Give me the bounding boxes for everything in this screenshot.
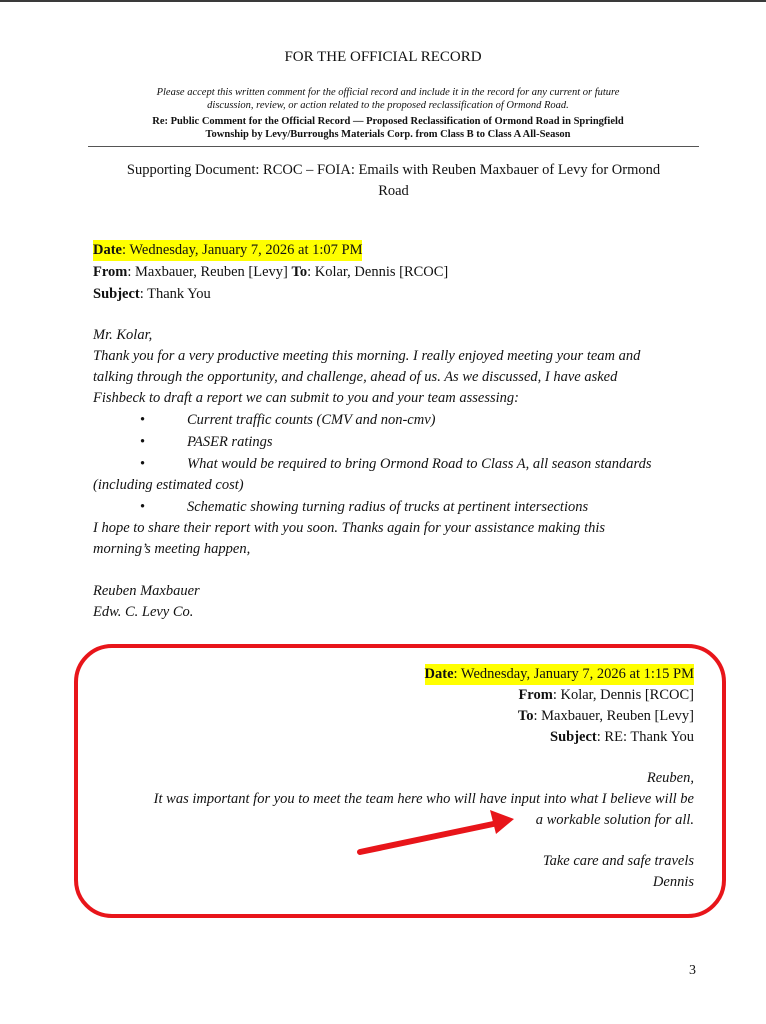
email2-body-line-1: It was important for you to meet the team here who will have input into what I believe will be — [153, 791, 694, 807]
email1-subject-value: : Thank You — [139, 286, 211, 302]
email1-from-value: : Maxbauer, Reuben [Levy] — [127, 264, 292, 280]
email1-signature-name: Reuben Maxbauer — [93, 583, 200, 599]
email2-greeting: Reuben, — [646, 770, 694, 786]
bullet-dot: • — [140, 499, 146, 515]
bullet-dot: • — [140, 434, 146, 450]
bullet-item-2: PASER ratings — [187, 434, 273, 450]
document-title: FOR THE OFFICIAL RECORD — [284, 49, 482, 65]
email1-para-line-3: Fishbeck to draft a report we can submit to you and your team assessing: — [93, 390, 519, 406]
bullet-item-3: What would be required to bring Ormond Road to Class A, all season standards — [187, 456, 652, 472]
email1-to-value: : Kolar, Dennis [RCOC] — [307, 264, 449, 280]
email1-closing-line-2: morning’s meeting happen, — [93, 541, 251, 557]
email1-to-label: To — [291, 264, 308, 280]
email2-from-value: : Kolar, Dennis [RCOC] — [552, 687, 694, 703]
bullet-dot: • — [140, 456, 146, 472]
email1-signature-company: Edw. C. Levy Co. — [93, 604, 194, 620]
email1-subject-label: Subject — [93, 286, 140, 302]
email1-closing-line-1: I hope to share their report with you soon. Thanks again for your assistance making this — [93, 520, 606, 536]
email1-date-label: Date — [93, 242, 122, 258]
supporting-line-1: Supporting Document: RCOC – FOIA: Emails with Reuben Maxbauer of Levy for Ormond — [126, 162, 661, 178]
email2-signoff-line: Take care and safe travels — [542, 853, 694, 869]
page-number: 3 — [689, 963, 696, 978]
email1-greeting: Mr. Kolar, — [93, 327, 153, 343]
email1-date-value: : Wednesday, January 7, 2026 at 1:07 PM — [122, 242, 363, 258]
email2-subject-value: : RE: Thank You — [596, 729, 694, 745]
email2-from-label: From — [518, 687, 553, 703]
email2-subject-label: Subject — [550, 729, 597, 745]
bullet-item-1: Current traffic counts (CMV and non-cmv) — [187, 412, 436, 428]
email2-signoff-name: Dennis — [652, 874, 694, 890]
re-line-2: Township by Levy/Burroughs Materials Corp. from Class B to Class A All-Season — [205, 129, 571, 140]
email1-from-label: From — [93, 264, 128, 280]
supporting-line-2: Road — [378, 183, 409, 199]
bullet-dot: • — [140, 412, 146, 428]
bullet-item-3-continued: (including estimated cost) — [93, 477, 244, 493]
bullet-item-4: Schematic showing turning radius of trucks at pertinent intersections — [187, 499, 589, 515]
email2-to-value: : Maxbauer, Reuben [Levy] — [533, 708, 694, 724]
intro-line-1: Please accept this written comment for the official record and include it in the record for any current or future — [156, 87, 620, 98]
email2-date-label: Date — [424, 666, 454, 682]
intro-line-2: discussion, review, or action related to the proposed reclassification of Ormond Road. — [207, 100, 569, 111]
email1-para-line-1: Thank you for a very productive meeting this morning. I really enjoyed meeting your team and — [93, 348, 641, 364]
email1-para-line-2: talking through the opportunity, and challenge, ahead of us. As we discussed, I have asked — [93, 369, 618, 385]
email2-to-label: To — [517, 708, 534, 724]
re-line-1: Re: Public Comment for the Official Record — Proposed Reclassification of Ormond Road in Springfield — [152, 116, 624, 127]
email2-date-value: : Wednesday, January 7, 2026 at 1:15 PM — [453, 666, 694, 682]
email2-body-line-2: a workable solution for all. — [535, 812, 694, 828]
